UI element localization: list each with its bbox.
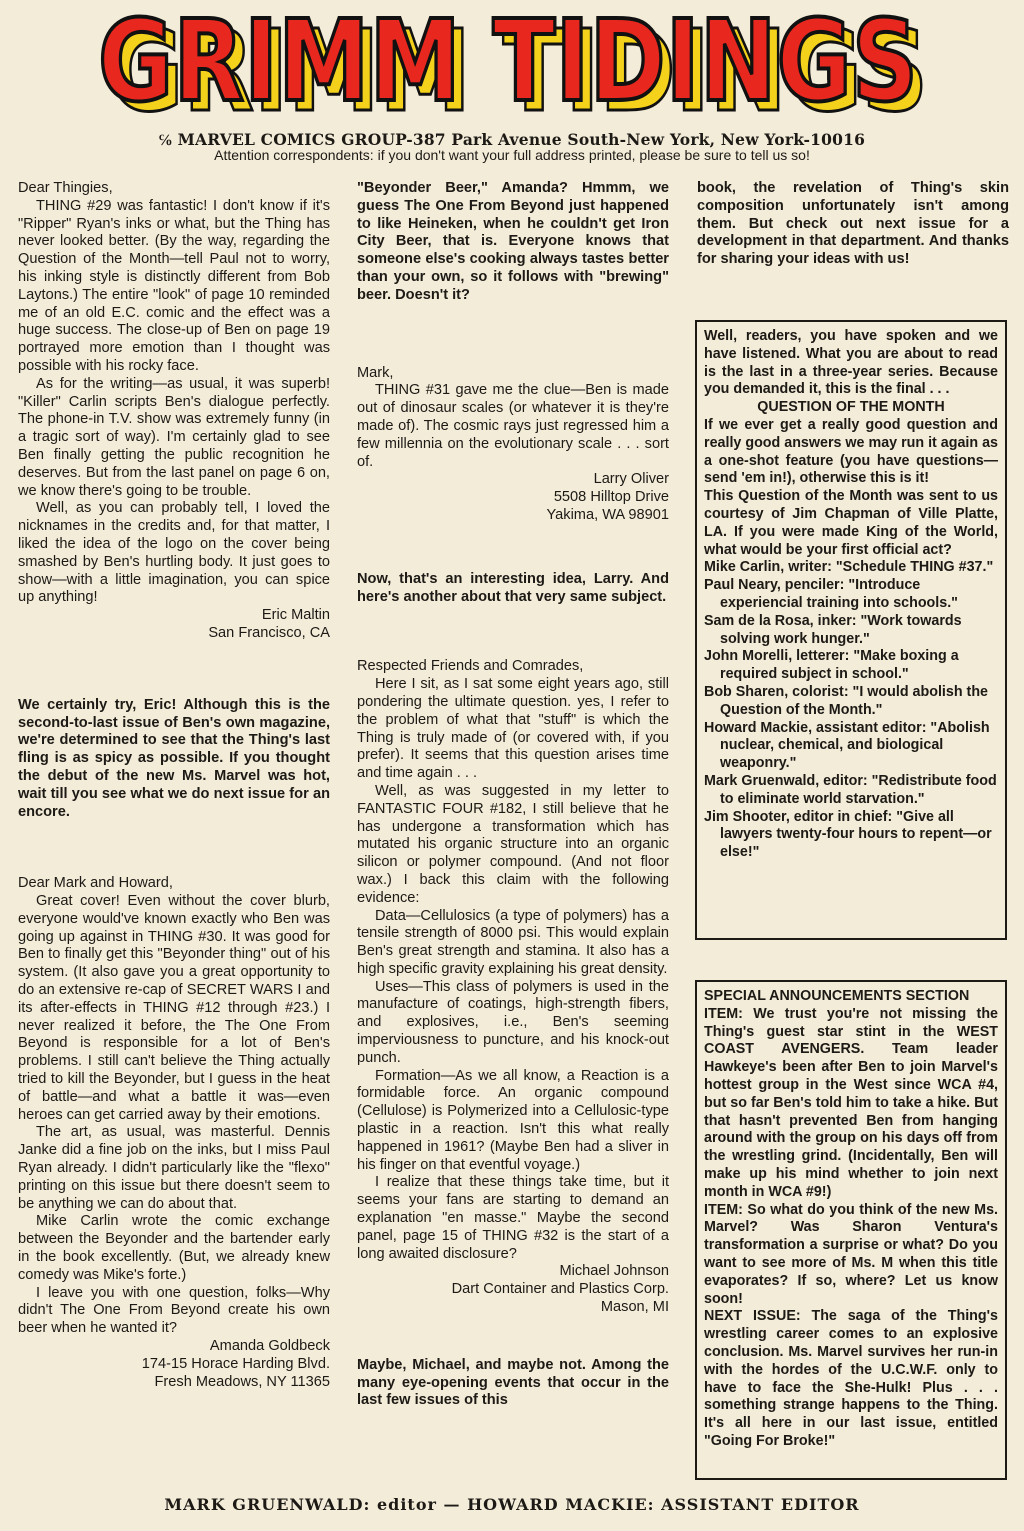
next-issue-blurb: NEXT ISSUE: The saga of the Thing's wrestling career comes to an explosive conclusion. Ms. Marvel survives her run-in with the hordes of the U.C.W.F. only to have to face the She-Hulk! Plus . . . something strange happens to the Thing. It's all here in our last issue, entitled "Going For Broke!" [704,1308,998,1449]
letter-paragraph: THING #29 was fantastic! I don't know if it's "Ripper" Ryan's inks or what, but the Thing has never looked better. (By the way, regarding the Question of the Month—tell Paul not to worry, his inking style is distinctly different from Bob Laytons.) The entire "look" of page 10 reminded me of an old E.C. comic and the effect was a huge success. The close-up of Ben on page 19 portrayed more emotion than I thought was possible with his rocky face. [18,197,330,374]
column-middle [357,180,669,1410]
column-right [697,180,1009,269]
letter-paragraph: I leave you with one question, folks—Why didn't The One From Beyond create his own beer when he wanted it? [18,1284,330,1337]
qotm-answer: Bob Sharen, colorist: "I would abolish the Question of the Month." [704,683,988,718]
editor-reply: We certainly try, Eric! Although this is the second-to-last issue of Ben's own magazine, we're determined to see that the Thing's last fling is as spicy as possible. If you thought the debut of the new Ms. Marvel was hot, wait till you see what we do next issue for an encore. [18,696,330,820]
letter-paragraph: Data—Cellulosics (a type of polymers) has a tensile strength of 8000 psi. This would explain Ben's great strength and stamina. It also has a high specific gravity explaining his great density. [357,907,669,977]
letter-signature-name: Eric Maltin [261,607,330,624]
question-of-the-month-box [695,320,1007,940]
qotm-heading: QUESTION OF THE MONTH [757,399,945,416]
editor-reply: "Beyonder Beer," Amanda? Hmmm, we guess The One From Beyond just happened to like Heineken, when he couldn't get Iron City Beer, that is. Everyone knows that someone else's cooking always tastes better than your own, so it follows with "brewing" beer. Doesn't it? [357,180,669,303]
attention-note: Attention correspondents: if you don't want your full address printed, please be sure to tell us so! [214,147,810,163]
letter-paragraph: I realize that these things take time, but it seems your fans are starting to demand an explanation "en masse." Maybe the second panel, page 15 of THING #32 is the start of a long awaited disclosure? [357,1174,669,1262]
letter-signature-city: San Francisco, CA [208,624,330,641]
letter-paragraph: As for the writing—as usual, it was superb! "Killer" Carlin scripts Ben's dialogue perfectly. The phone-in T.V. show was extremely funny (in a tragic sort of way). I'm certainly glad to see Ben finally getting the public recognition he deserves. But from the last panel on page 6 on, we know there's going to be trouble. [18,375,330,499]
letter-signature-name: Michael Johnson [559,1263,669,1280]
qotm-answer: Howard Mackie, assistant editor: "Abolish nuclear, chemical, and biological weaponry." [704,719,990,772]
letter-paragraph: Formation—As we all know, a Reaction is a formidable force. An organic compound (Cellulose) is Polymerized into a Cellulosic-type plastic in a reaction. Isn't this what really happened in 1961? (Maybe Ben had a sliver in his finger on that eventful voyage.) [357,1067,669,1173]
letter-salutation: Respected Friends and Comrades, [357,658,584,675]
letter-salutation: Mark, [357,364,394,381]
letter-signature-street: 5508 Hilltop Drive [553,489,669,506]
qotm-answer: Sam de la Rosa, inker: "Work towards solving work hunger." [704,612,962,647]
masthead-svg [70,10,950,122]
qotm-paragraph: If we ever get a really good question and really good answers we may run it again as a one-shot feature (you have questions—send 'em in!), otherwise this is it! [704,416,998,487]
column-left [18,180,330,1391]
editor-reply: Maybe, Michael, and maybe not. Among the many eye-opening events that occur in the last few issues of this [357,1356,669,1409]
letter-signature-city: Fresh Meadows, NY 11365 [154,1373,330,1390]
letter-signature-city: Yakima, WA 98901 [546,506,669,523]
masthead-shadow: GRIMM TIDINGS [108,10,928,122]
qotm-answer: Mike Carlin, writer: "Schedule THING #37." [704,559,994,576]
masthead-logo [70,10,950,122]
special-announcements-box [695,980,1007,1480]
letter-paragraph: Well, as you can probably tell, I loved the nicknames in the credits and, for that matter, I liked the idea of the logo on the cover being smashed by Ben's hurtling body. It just goes to show—with a little imagination, you can spice up anything! [18,500,330,606]
mailing-address: ℅ MARVEL COMICS GROUP-387 Park Avenue South-New York, New York-10016 [158,130,866,149]
letter-paragraph: Mike Carlin wrote the comic exchange between the Beyonder and the bartender early in the book excellently. (But, we already knew comedy was Mike's forte.) [18,1213,330,1283]
qotm-paragraph: This Question of the Month was sent to us courtesy of Jim Chapman of Ville Platte, LA. If you were made King of the World, what would be your first official act? [704,488,998,558]
announcement-item: ITEM: We trust you're not missing the Thing's guest star stint in the WEST COAST AVENGERS. Team leader Hawkeye's been after Ben to join Marvel's hottest group in the West since WCA #4, but so far Ben's told him to take a hike. But that hasn't prevented Ben from hanging around with the group on his days off from the wrestling grind. (Incidentally, Ben will make up his mind whether to join next month in WCA #9!) [704,1005,998,1200]
letter-paragraph: Here I sit, as I sat some eight years ago, still pondering the ultimate question. yes, I refer to the problem of what that "stuff" is which the Thing is truly made of (or covered with, if you prefer). It seems that this question arises time and time again . . . [357,676,669,782]
announcement-item: ITEM: So what do you think of the new Ms. Marvel? Was Sharon Ventura's transformation a surprise or what? Do you want to see more of Ms. M when this title evaporates? If so, where? Let us know soon! [704,1201,998,1307]
letter-salutation: Dear Mark and Howard, [18,875,173,892]
letter-paragraph: The art, as usual, was masterful. Dennis Janke did a fine job on the inks, but I miss Paul Ryan already. I didn't particularly like the "flexo" printing on this issue but there doesn't seem to be anything we can do about that. [18,1124,330,1212]
letter-signature-name: Amanda Goldbeck [209,1338,330,1355]
letter-signature-name: Larry Oliver [593,471,669,488]
editor-reply-continued: book, the revelation of Thing's skin composition unfortunately isn't among them. But check out next issue for a development in that department. And thanks for sharing your ideas with us! [697,180,1009,268]
footer-credits: MARK GRUENWALD: editor — HOWARD MACKIE: ASSISTANT EDITOR [164,1495,860,1514]
letter-paragraph: Great cover! Even without the cover blurb, everyone would've known exactly who Ben was going up against in THING #30. It was good for Ben to finally get this "Beyonder thing" out of his system. (It also gave you a great opportunity to do an extensive re-cap of SECRET WARS I and its after-effects in THING #12 through #23.) I never realized it before, the The One From Beyond is responsible for a lot of Ben's problems. I still can't believe the Thing actually tried to kill the Beyonder, but I guess in the heat of battle—and what a battle it was—even heroes can get carried away by their emotions. [18,893,330,1123]
letter-paragraph: Uses—This class of polymers is used in the manufacture of coatings, high-strength fibers, and explosives, i.e., Ben's seeming imperviousness to puncture, and his knock-out punch. [357,978,669,1066]
letter-paragraph: THING #31 gave me the clue—Ben is made out of dinosaur scales (or whatever it is they're made of). The cosmic rays just regressed him a few millennia on the evolutionary scale . . . sort of. [357,382,669,470]
announcements-heading: SPECIAL ANNOUNCEMENTS SECTION [704,988,970,1004]
qotm-answer: John Morelli, letterer: "Make boxing a required subject in school." [704,648,959,683]
qotm-answer: Paul Neary, penciler: "Introduce experiencial training into schools." [704,577,958,611]
letter-salutation: Dear Thingies, [18,180,113,196]
editor-reply: Now, that's an interesting idea, Larry. And here's another about that very same subject. [357,570,669,605]
qotm-intro: Well, readers, you have spoken and we have listened. What you are about to read is the last in a three-year series. Because you demanded it, this is the final . . . [704,328,998,398]
letter-signature-street: 174-15 Horace Harding Blvd. [141,1355,330,1372]
qotm-answer: Mark Gruenwald, editor: "Redistribute food to eliminate world starvation." [704,772,997,807]
masthead-title: GRIMM TIDINGS [98,10,918,122]
qotm-answer: Jim Shooter, editor in chief: "Give all lawyers twenty-four hours to repent—or else!" [704,808,992,861]
letter-signature-city: Mason, MI [600,1299,669,1316]
letter-signature-company: Dart Container and Plastics Corp. [451,1281,669,1298]
letter-paragraph: Well, as was suggested in my letter to FANTASTIC FOUR #182, I still believe that he has undergone a transformation which has mutated his organic structure into an organic silicon or polymer compound. (And not floor wax.) I back this claim with the following evidence: [357,782,669,906]
